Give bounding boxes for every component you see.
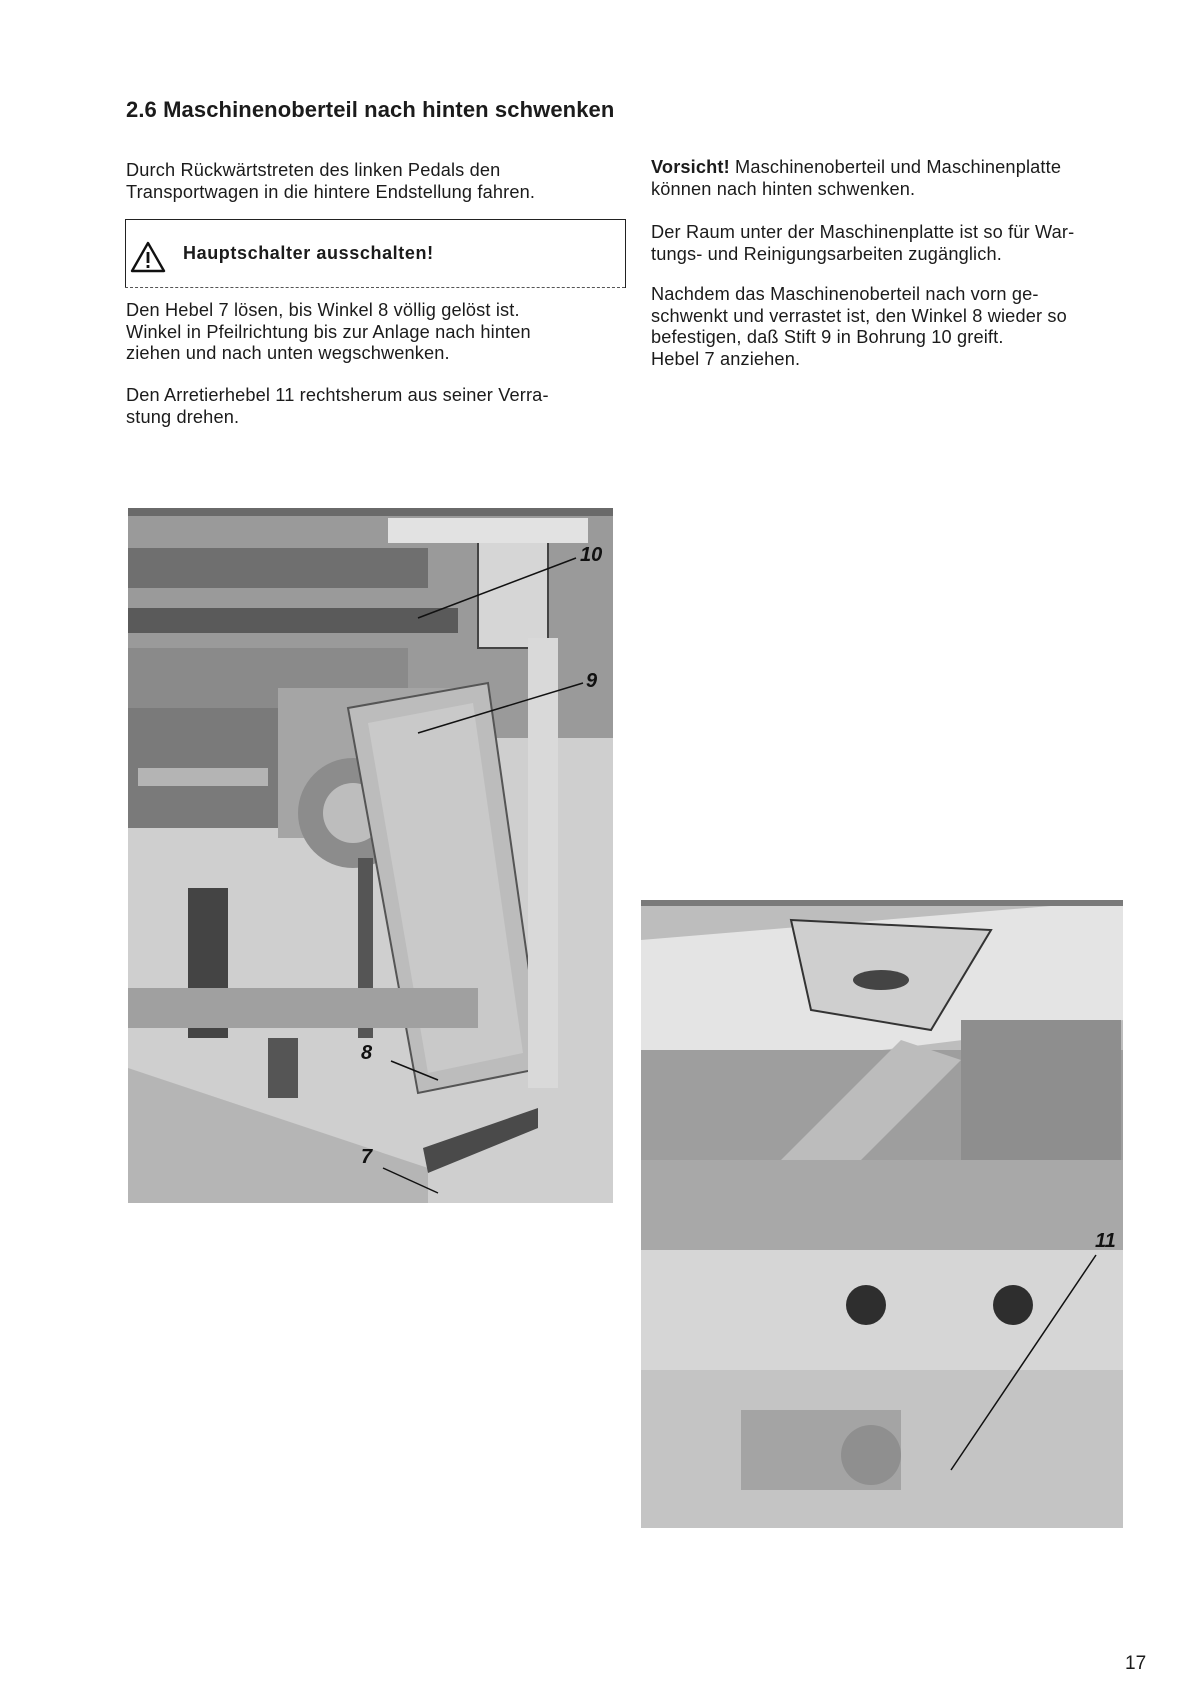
caution-text: Maschinenoberteil und Maschinenplatte (729, 157, 1062, 177)
text-line: ziehen und nach unten wegschwenken. (126, 343, 450, 363)
text-line: schwenkt und verrastet ist, den Winkel 8 wieder so (651, 305, 1067, 326)
text-line: Winkel in Pfeilrichtung bis zur Anlage nach hinten (126, 321, 531, 342)
callout-label: 11 (1095, 1230, 1116, 1252)
text-line: Nachdem das Maschinenoberteil nach vorn ge- (651, 284, 1039, 304)
text-line: tungs- und Reinigungsarbeiten zugänglich. (651, 243, 1002, 264)
caution-label: Vorsicht! (651, 157, 730, 177)
page-title: 2.6 Maschinenoberteil nach hinten schwenken (126, 97, 615, 122)
callout-leader-lines (641, 900, 1123, 1528)
info-paragraph (651, 222, 1171, 265)
caution-paragraph (651, 157, 1171, 200)
text-line (651, 157, 1171, 179)
machine-photo-1 (128, 508, 613, 1203)
warning-triangle-icon (130, 241, 166, 273)
text-line: Der Raum unter der Maschinenplatte ist so für War- (651, 222, 1075, 242)
instruction-paragraph (651, 284, 1171, 370)
callout-label: 8 (361, 1042, 373, 1064)
page-number: 17 (1125, 1653, 1147, 1674)
text-line: Durch Rückwärtstreten des linken Pedals den (126, 160, 501, 180)
callout-label: 9 (586, 670, 598, 692)
text-line: Transportwagen in die hintere Endstellung fahren. (126, 181, 536, 202)
text-line: stung drehen. (126, 406, 240, 427)
text-line: Hebel 7 anziehen. (651, 348, 801, 369)
intro-paragraph (126, 160, 626, 203)
instruction-paragraph (126, 300, 626, 365)
warning-box-divider (125, 287, 625, 288)
callout-label: 10 (580, 544, 603, 566)
instruction-paragraph (126, 385, 626, 428)
callout-label: 7 (361, 1146, 373, 1168)
text-line: können nach hinten schwenken. (651, 178, 916, 199)
text-line: Den Arretierhebel 11 rechtsherum aus seiner Verra- (126, 385, 549, 405)
machine-photo-2 (641, 900, 1123, 1528)
callout-leader-lines (128, 508, 613, 1203)
warning-text: Hauptschalter ausschalten! (183, 243, 434, 263)
text-line: befestigen, daß Stift 9 in Bohrung 10 greift. (651, 327, 1004, 347)
text-line: Den Hebel 7 lösen, bis Winkel 8 völlig gelöst ist. (126, 300, 520, 320)
